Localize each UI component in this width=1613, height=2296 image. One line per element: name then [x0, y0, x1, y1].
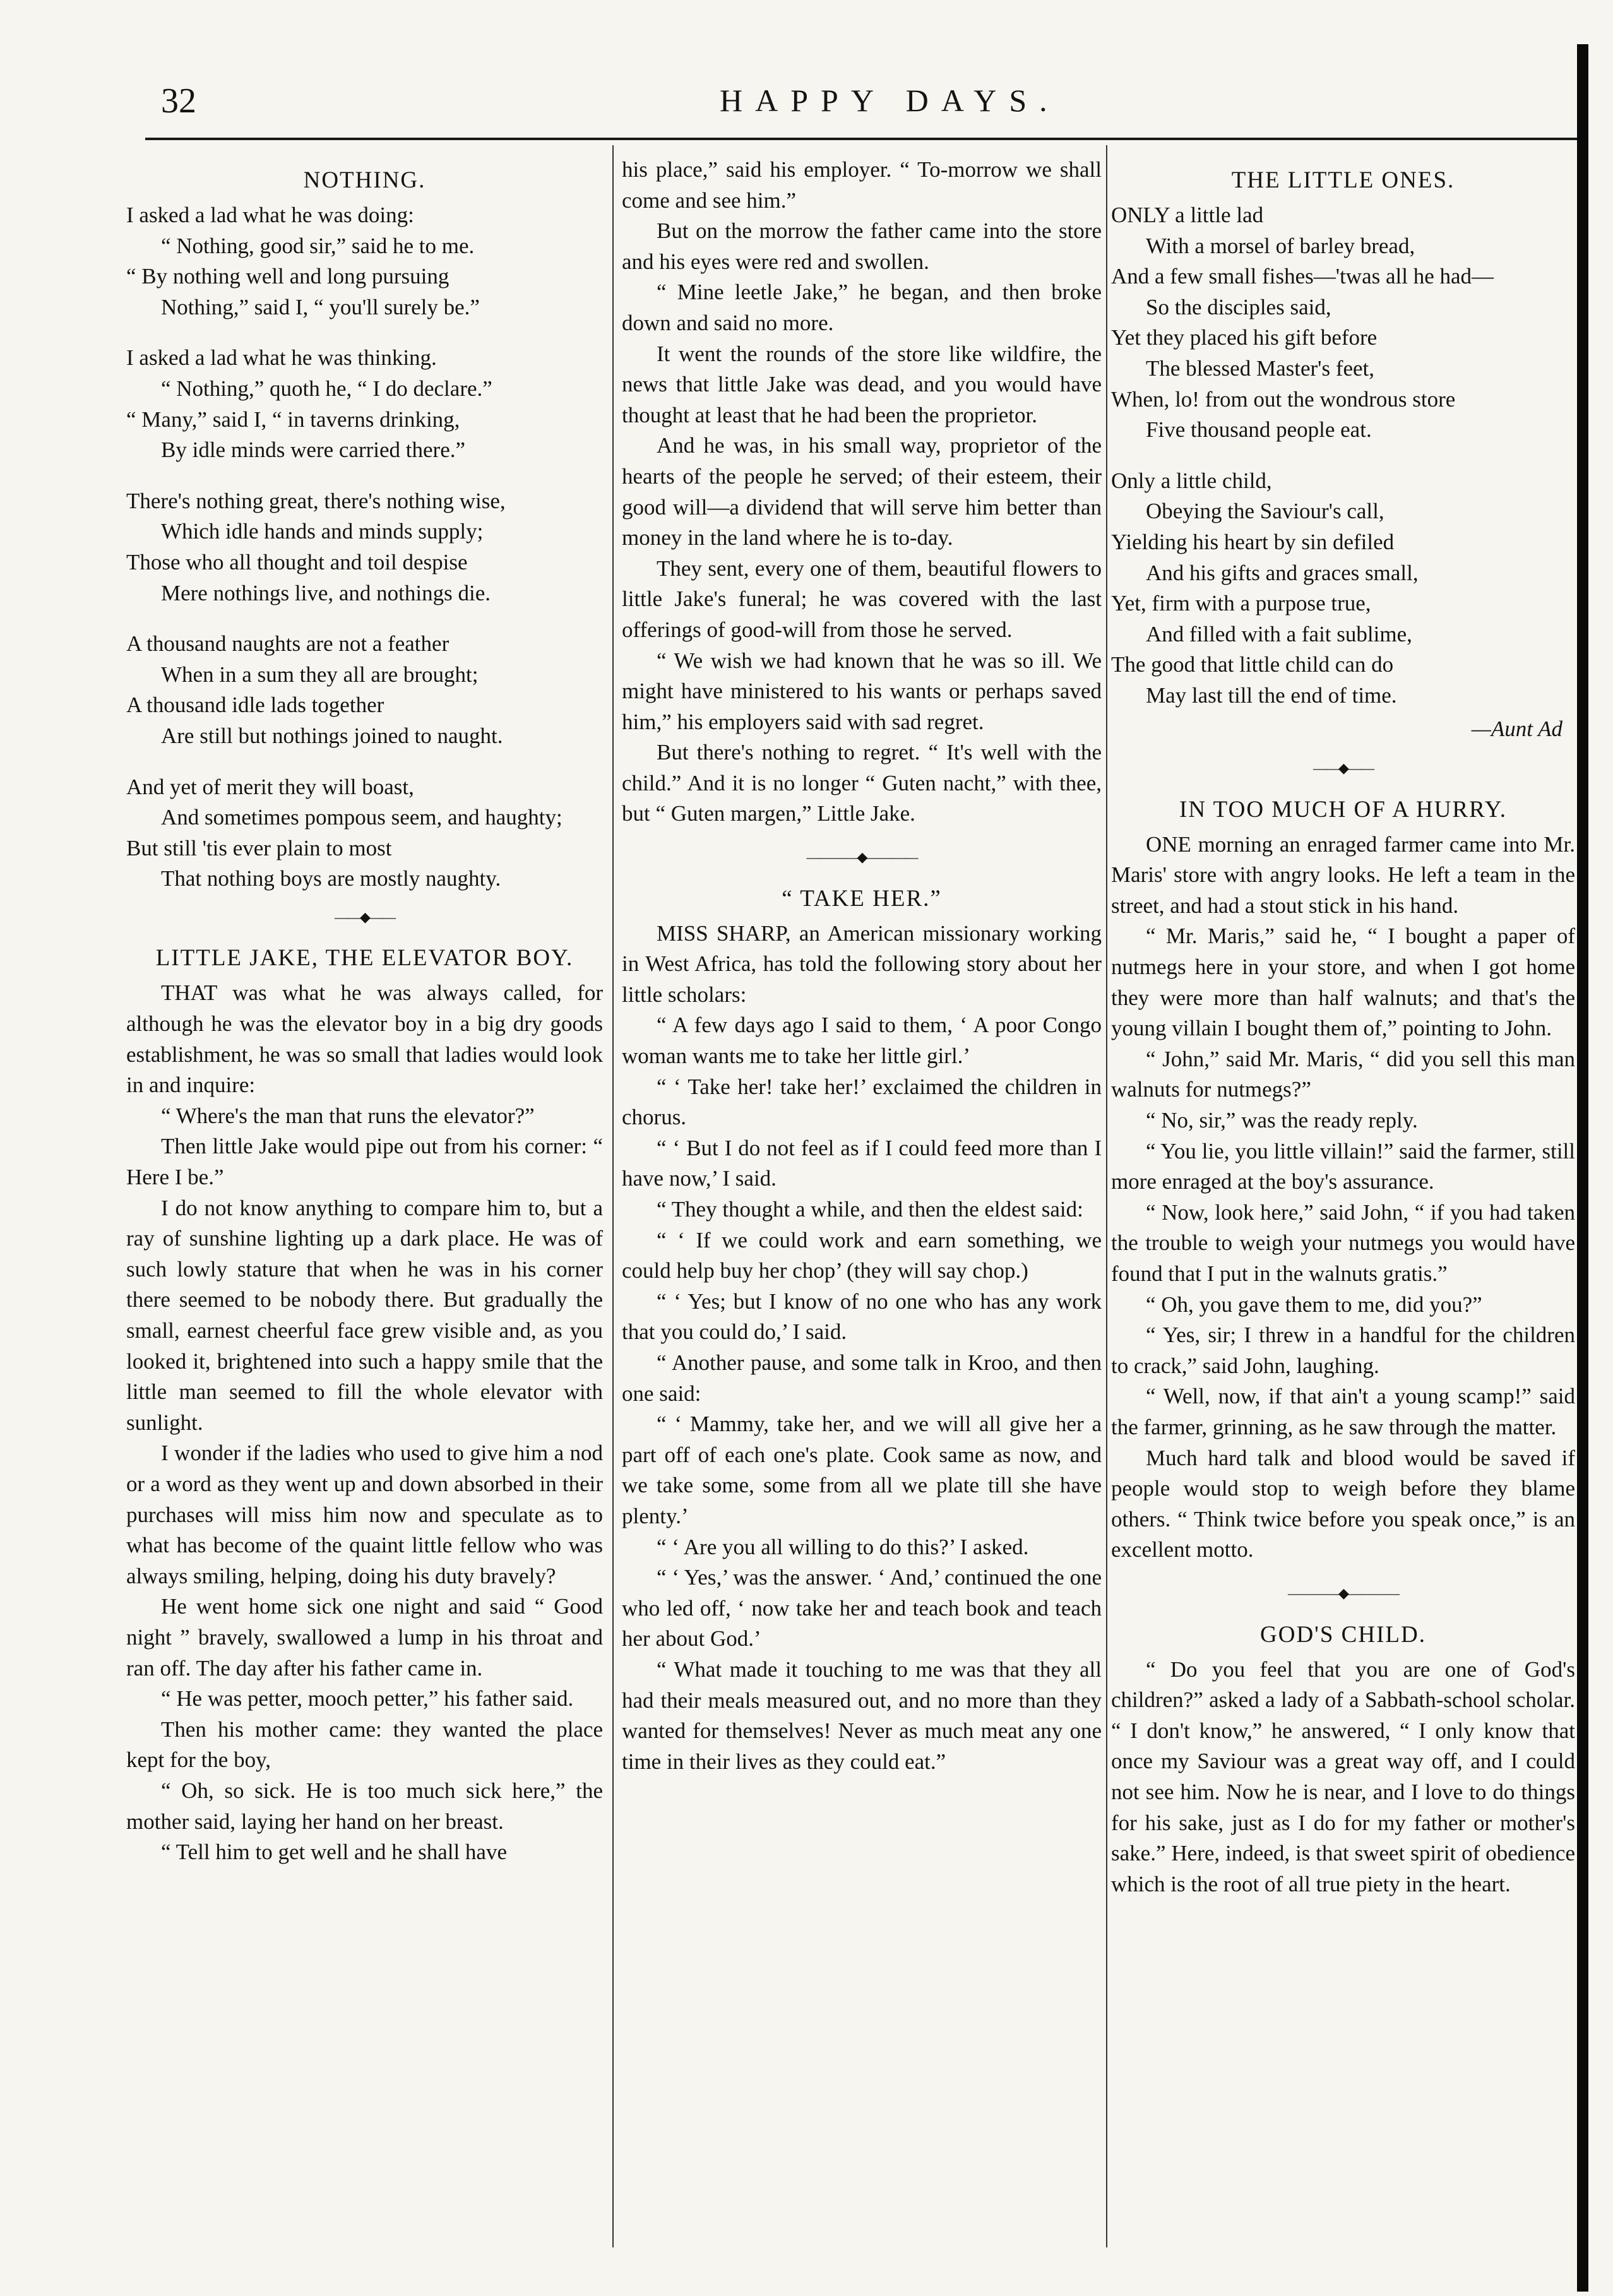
poem-line: Yet they placed his gift before — [1111, 325, 1378, 350]
poem-line: And sometimes pompous seem, and haughty; — [161, 805, 562, 830]
paragraph: But there's nothing to regret. “ It's well with the child.” And it is no longer “ Guten nacht,” with thee, but “ Guten margen,” Little Jake. — [622, 740, 1102, 826]
poem-line: When, lo! from out the wondrous store — [1111, 386, 1456, 412]
paragraph: “ Yes, sir; I threw in a handful for the children to crack,” said John, laughing. — [1111, 1323, 1575, 1378]
poem-line: The good that little child can do — [1111, 652, 1394, 677]
column-1 — [126, 155, 603, 1868]
column-divider — [612, 145, 614, 2247]
poem-line: May last till the end of time. — [1146, 682, 1397, 708]
paragraph: Then his mother came: they wanted the place kept for the boy, — [126, 1716, 603, 1773]
poem-line: By idle minds were carried there.” — [161, 437, 466, 463]
poem-line: Which idle hands and minds supply; — [161, 519, 484, 544]
column-divider — [1106, 145, 1107, 2247]
stanza — [126, 486, 603, 609]
paragraph: And he was, in his small way, proprietor of the hearts of the people he served; of their esteem, their good will—a dividend that will serve him better than money in the land where he is to-day. — [622, 433, 1102, 550]
poem-line: And yet of merit they will boast, — [126, 774, 414, 799]
paragraph: “ John,” said Mr. Maris, “ did you sell this man walnuts for nutmegs?” — [1111, 1046, 1575, 1102]
paragraph: ONE morning an enraged farmer came into Mr. Maris' store with angry looks. He left a team in the street, and had a stout stick in his hand. — [1111, 831, 1575, 918]
column-2 — [622, 155, 1102, 1777]
poem-title-nothing: NOTHING. — [303, 167, 426, 193]
poem-line: The blessed Master's feet, — [1146, 355, 1375, 381]
poem-signature: —Aunt Ad — [1471, 716, 1562, 741]
poem-line: But still 'tis ever plain to most — [126, 835, 392, 860]
section-ornament: ————◆———— — [806, 849, 917, 865]
paragraph: “ He was petter, mooch petter,” his father said. — [161, 1686, 574, 1711]
poem-line: Mere nothings live, and nothings die. — [161, 580, 491, 605]
section-ornament: ——◆—— — [335, 908, 395, 925]
page-edge — [1577, 44, 1588, 2292]
paragraph: “ No, sir,” was the ready reply. — [1146, 1108, 1418, 1133]
paragraph: “ We wish we had known that he was so ill. We might have ministered to his wants or perhaps saved him,” his employers said with sad regret. — [622, 648, 1102, 734]
stanza — [126, 343, 603, 465]
paragraph: his place,” said his employer. “ To-morrow we shall come and see him.” — [622, 157, 1102, 213]
paragraph: “ Well, now, if that ain't a young scamp!” said the farmer, grinning, as he saw through the matter. — [1111, 1384, 1575, 1439]
paragraph: “ Mine leetle Jake,” he began, and then broke down and said no more. — [622, 280, 1102, 335]
paragraph: He went home sick one night and said “ Good night ” bravely, swallowed a lump in his throat and ran off. The day after his father came in. — [126, 1594, 603, 1680]
poem-line: “ Nothing,” quoth he, “ I do declare.” — [161, 376, 492, 401]
paragraph: “ ‘ But I do not feel as if I could feed more than I have now,’ I said. — [622, 1135, 1102, 1191]
poem-line: Nothing,” said I, “ you'll surely be.” — [161, 294, 480, 319]
poem-line: When in a sum they all are brought; — [161, 662, 479, 687]
poem-line: Are still but nothings joined to naught. — [161, 723, 503, 748]
poem-line: And filled with a fait sublime, — [1146, 621, 1412, 646]
stanza — [126, 772, 603, 895]
paragraph: “ They thought a while, and then the eldest said: — [657, 1197, 1083, 1222]
stanza — [126, 629, 603, 751]
poem-title-little-ones: THE LITTLE ONES. — [1231, 167, 1455, 193]
poem-line: Yet, firm with a purpose true, — [1111, 591, 1371, 616]
paragraph: But on the morrow the father came into the store and his eyes were red and swollen. — [622, 218, 1102, 274]
column-3 — [1111, 155, 1575, 1900]
paragraph: “ Tell him to get well and he shall have — [161, 1840, 508, 1865]
paragraph: “ You lie, you little villain!” said the farmer, still more enraged at the boy's assurance. — [1111, 1138, 1575, 1194]
paragraph: “ Now, look here,” said John, “ if you had taken the trouble to weigh your nutmegs you would have found that I put in the walnuts gratis.” — [1111, 1199, 1575, 1286]
poem-line: A thousand idle lads together — [126, 693, 384, 718]
paragraph: “ What made it touching to me was that they all had their meals measured out, and no more than they wanted for themselves! Never as much meat any one time in their lives as they could eat.” — [622, 1657, 1102, 1774]
running-title: HAPPY DAYS. — [720, 83, 1060, 118]
poem-line: Those who all thought and toil despise — [126, 549, 468, 574]
paragraph: Much hard talk and blood would be saved if people would stop to weigh before they blame others. “ Think twice before you speak once,” is an excellent motto. — [1111, 1445, 1575, 1562]
paragraph: “ ‘ Mammy, take her, and we will all give her a part off of each one's plate. Cook same as now, and we take some, some from all we plate till she have plenty.’ — [622, 1412, 1102, 1528]
page-header — [0, 0, 1613, 145]
poem-line: Five thousand people eat. — [1146, 417, 1372, 443]
paragraph: “ Another pause, and some talk in Kroo, and then one said: — [622, 1350, 1102, 1406]
poem-line: Yielding his heart by sin defiled — [1111, 529, 1395, 554]
poem-line: “ Many,” said I, “ in taverns drinking, — [126, 407, 460, 432]
poem-line: And his gifts and graces small, — [1146, 560, 1419, 585]
section-ornament: ————◆———— — [1288, 1585, 1398, 1601]
poem-line: And a few small fishes—'twas all he had— — [1111, 264, 1494, 289]
poem-line: “ By nothing well and long pursuing — [126, 264, 449, 289]
paragraph: It went the rounds of the store like wildfire, the news that little Jake was dead, and you would have thought at least that he had been the proprietor. — [622, 341, 1102, 427]
section-ornament: ——◆—— — [1313, 760, 1373, 776]
header-rule — [145, 138, 1578, 140]
paragraph: “ Oh, you gave them to me, did you?” — [1146, 1292, 1482, 1317]
paragraph: They sent, every one of them, beautiful flowers to little Jake's funeral; he was covered with the last offerings of good-will from those he served. — [622, 556, 1102, 642]
paragraph: “ ‘ If we could work and earn something, we could help buy her chop’ (they will say chop.) — [622, 1227, 1102, 1283]
article-title-take-her: “ TAKE HER.” — [782, 885, 942, 912]
page-number: 32 — [161, 81, 196, 121]
paragraph: I wonder if the ladies who used to give him a nod or a word as they went up and down absorbed in their purchases will miss him now and speculate as to what has become of the quaint little fellow who was always smiling, helping, doing his duty bravely? — [126, 1441, 603, 1588]
stanza — [126, 200, 603, 323]
article-title-hurry: IN TOO MUCH OF A HURRY. — [1179, 796, 1507, 823]
paragraph: “ ‘ Are you all willing to do this?’ I asked. — [657, 1534, 1029, 1559]
paragraph: “ Mr. Maris,” said he, “ I bought a paper of nutmegs here in your store, and when I got home they were more than half walnuts; and that's the young villain I bought them of,” pointing to John. — [1111, 924, 1575, 1041]
poem-line: I asked a lad what he was doing: — [126, 203, 414, 227]
paragraph: “ ‘ Yes,’ was the answer. ‘ And,’ continued the one who led off, ‘ now take her and teach book and teach her about God.’ — [622, 1565, 1102, 1651]
paragraph: Then little Jake would pipe out from his corner: “ Here I be.” — [126, 1134, 603, 1190]
poem-line: That nothing boys are mostly naughty. — [161, 866, 501, 891]
poem-line: ONLY a little lad — [1111, 203, 1264, 227]
paragraph: I do not know anything to compare him to, but a ray of sunshine lighting up a dark place. He was of such lowly stature that when he was in his corner there seemed to be nobody there. But gradually the small, earnest cheerful face grew visible and, as you looked it, brightened into such a happy smile that the little man seemed to fill the whole elevator with sunlight. — [126, 1195, 603, 1435]
paragraph: “ ‘ Take her! take her!’ exclaimed the children in chorus. — [622, 1074, 1102, 1130]
article-title-jake: LITTLE JAKE, THE ELEVATOR BOY. — [155, 945, 574, 972]
poem-line: There's nothing great, there's nothing wise, — [126, 488, 506, 513]
paragraph: “ Do you feel that you are one of God's children?” asked a lady of a Sabbath-school scholar. “ I don't know,” he answered, “ I only know that once my Saviour was a great way off, and I could not see him. Now he is near, and I love to do things for his sake, just as I do for my father or mother's sake.” Here, indeed, is that sweet spirit of obedience which is the root of all true piety in the heart. — [1111, 1657, 1575, 1896]
paragraph: “ ‘ Yes; but I know of no one who has any work that you could do,’ I said. — [622, 1288, 1102, 1345]
poem-line: “ Nothing, good sir,” said he to me. — [161, 233, 475, 258]
paragraph: THAT was what he was always called, for although he was the elevator boy in a big dry goods establishment, he was so small that ladies would look in and inquire: — [126, 980, 603, 1098]
article-title-gods-child: GOD'S CHILD. — [1260, 1621, 1426, 1648]
poem-line: A thousand naughts are not a feather — [126, 631, 449, 657]
stanza — [1111, 466, 1575, 711]
stanza — [1111, 200, 1575, 446]
paragraph: “ Oh, so sick. He is too much sick here,” the mother said, laying her hand on her breast. — [126, 1778, 603, 1834]
paragraph: MISS SHARP, an American missionary working in West Africa, has told the following story about her little scholars: — [622, 920, 1102, 1007]
poem-line: With a morsel of barley bread, — [1146, 233, 1415, 258]
paragraph: “ Where's the man that runs the elevator?” — [161, 1103, 535, 1128]
poem-line: I asked a lad what he was thinking. — [126, 345, 437, 371]
paragraph: “ A few days ago I said to them, ‘ A poor Congo woman wants me to take her little girl.’ — [622, 1013, 1102, 1069]
poem-line: Obeying the Saviour's call, — [1146, 499, 1384, 524]
poem-line: Only a little child, — [1111, 468, 1272, 493]
poem-line: So the disciples said, — [1146, 294, 1331, 319]
